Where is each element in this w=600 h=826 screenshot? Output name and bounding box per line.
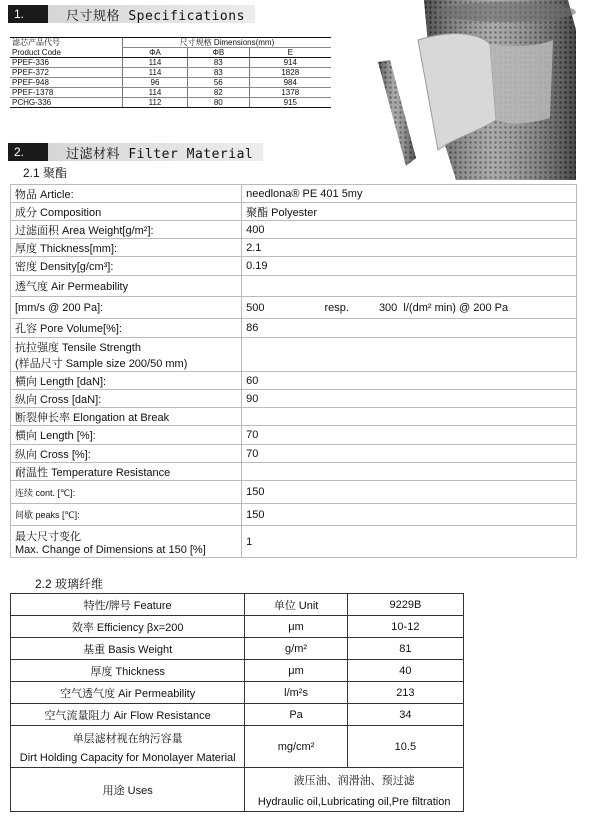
- unit-cell: mg/cm²: [245, 726, 347, 768]
- table-row: [11, 185, 577, 203]
- table-row: [10, 78, 331, 88]
- feature-cell: 效率 Efficiency βx=200: [11, 616, 245, 638]
- elongation-label: 断裂伸长率 Elongation at Break: [11, 408, 242, 426]
- code-header-en: Product Code: [10, 48, 122, 58]
- value-cell: 40: [347, 660, 463, 682]
- cell-a: 114: [122, 88, 187, 98]
- permeability-value: [242, 297, 577, 319]
- table-row: [11, 481, 577, 504]
- tensile-sample-size: (样品尺寸 Sample size 200/50 mm): [15, 357, 188, 370]
- value-cell: 81: [347, 638, 463, 660]
- article-label: 物品 Article:: [11, 185, 242, 203]
- table-row: [11, 319, 577, 338]
- brand-name: needlona: [246, 187, 292, 200]
- table-row: [11, 221, 577, 239]
- table-row: [10, 88, 331, 98]
- cell-a: 112: [122, 98, 187, 108]
- unit-cell: g/m²: [245, 638, 347, 660]
- table-row: [11, 682, 464, 704]
- product-code: PPEF-372: [10, 68, 122, 78]
- article-model: ® PE 401 5my: [291, 187, 363, 200]
- temperature-label: 耐温性 Temperature Resistance: [11, 463, 242, 481]
- dimension-change-en: Max. Change of Dimensions at 150 [%]: [15, 543, 206, 556]
- table-row: [10, 68, 331, 78]
- resp-label: resp.: [324, 301, 349, 314]
- cell-a: 114: [122, 68, 187, 78]
- section-1-header: [8, 5, 255, 23]
- table-row: [11, 726, 464, 768]
- section-number: 1.: [8, 5, 48, 23]
- section-2-header: [8, 143, 263, 161]
- subsection-2-1-title: 2.1 聚酯: [23, 166, 68, 180]
- thickness-value: 2.1: [242, 239, 577, 257]
- code-header-cn: 滤芯产品代号: [10, 38, 122, 48]
- value-cell: 213: [347, 682, 463, 704]
- table-row: [11, 276, 577, 297]
- grade-header: 9229B: [347, 594, 463, 616]
- dirt-holding-cn: 单层滤材视在纳污容量: [72, 732, 183, 745]
- composition-label: 成分 Composition: [11, 203, 242, 221]
- col-b: ΦB: [188, 48, 249, 58]
- table-row: [11, 638, 464, 660]
- cell-a: 96: [122, 78, 187, 88]
- tensile-strength-label: [11, 338, 242, 372]
- section-number: 2.: [8, 143, 48, 161]
- table-row: [11, 338, 577, 372]
- table-row: [11, 526, 577, 558]
- cell-e: 1828: [249, 68, 331, 78]
- dimension-change-cn: 最大尺寸变化: [15, 530, 81, 543]
- uses-en: Hydraulic oil,Lubricating oil,Pre filtration: [257, 795, 451, 808]
- table-row: [11, 660, 464, 682]
- subsection-2-2-title: 2.2 玻璃纤维: [35, 577, 104, 591]
- value-cell: 10-12: [347, 616, 463, 638]
- table-row: [11, 372, 577, 390]
- value-cell: 34: [347, 704, 463, 726]
- pore-volume-value: 86: [242, 319, 577, 338]
- cell-b: 83: [188, 58, 249, 68]
- table-row: [11, 257, 577, 276]
- col-a: ΦA: [122, 48, 187, 58]
- product-code: PPEF-336: [10, 58, 122, 68]
- section-title: 过滤材料 Filter Material: [48, 143, 263, 161]
- continuous-label: 连续 cont. [℃]:: [11, 481, 242, 504]
- unit-cell: μm: [245, 660, 347, 682]
- feature-cell: 基重 Basis Weight: [11, 638, 245, 660]
- length-dan-label: 横向 Length [daN]:: [11, 372, 242, 390]
- dimension-change-value: 1: [242, 526, 577, 558]
- unit-header: 单位 Unit: [245, 594, 347, 616]
- cell-e: 984: [249, 78, 331, 88]
- specifications-table: [10, 37, 331, 108]
- product-code: PCHG-336: [10, 98, 122, 108]
- feature-cell: 空气透气度 Air Permeability: [11, 682, 245, 704]
- cell-e: 915: [249, 98, 331, 108]
- dimensions-header: 尺寸规格 Dimensions(mm): [122, 38, 331, 48]
- cross-pct-label: 纵向 Cross [%]:: [11, 445, 242, 463]
- table-row: [11, 463, 577, 481]
- table-row: [11, 616, 464, 638]
- product-code: PPEF-1378: [10, 88, 122, 98]
- area-weight-label: 过滤面积 Area Weight[g/m²]:: [11, 221, 242, 239]
- cross-dan-value: 90: [242, 390, 577, 408]
- cell-b: 80: [188, 98, 249, 108]
- cell-a: 114: [122, 58, 187, 68]
- density-value: 0.19: [242, 257, 577, 276]
- pore-volume-label: 孔容 Pore Volume[%]:: [11, 319, 242, 338]
- table-row: [11, 297, 577, 319]
- area-weight-value: 400: [242, 221, 577, 239]
- section-title: 尺寸规格 Specifications: [48, 5, 255, 23]
- permeability-mm-value: 500: [246, 301, 265, 314]
- col-e: E: [249, 48, 331, 58]
- permeability-unit-label: [mm/s @ 200 Pa]:: [11, 297, 242, 319]
- uses-value: [245, 768, 464, 812]
- fiberglass-table: [10, 593, 464, 812]
- thickness-label: 厚度 Thickness[mm]:: [11, 239, 242, 257]
- table-row: [11, 203, 577, 221]
- tensile-title: 抗拉强度 Tensile Strength: [15, 341, 141, 354]
- cross-pct-value: 70: [242, 445, 577, 463]
- cell-e: 1378: [249, 88, 331, 98]
- value-cell: 10.5: [347, 726, 463, 768]
- table-row: [11, 768, 464, 812]
- cross-dan-label: 纵向 Cross [daN]:: [11, 390, 242, 408]
- cell-b: 82: [188, 88, 249, 98]
- permeability-l-unit: l/(dm² min) @ 200 Pa: [403, 301, 509, 314]
- uses-cn: 液压油、润滑油、预过滤: [293, 774, 415, 787]
- length-dan-value: 60: [242, 372, 577, 390]
- cell-e: 914: [249, 58, 331, 68]
- table-row: [11, 426, 577, 445]
- air-permeability-label: 透气度 Air Permeability: [11, 276, 242, 297]
- feature-cell: 空气流量阻力 Air Flow Resistance: [11, 704, 245, 726]
- table-row: [10, 98, 331, 108]
- table-row: [11, 408, 577, 426]
- filter-element-photo: [378, 0, 576, 180]
- polyester-material-table: [10, 184, 577, 558]
- feature-cell: 厚度 Thickness: [11, 660, 245, 682]
- peaks-label: 间歇 peaks [℃]:: [11, 504, 242, 526]
- table-row: [11, 239, 577, 257]
- cell-b: 83: [188, 68, 249, 78]
- length-pct-value: 70: [242, 426, 577, 445]
- dirt-holding-en: Dirt Holding Capacity for Monolayer Material: [19, 751, 236, 764]
- cell-b: 56: [188, 78, 249, 88]
- permeability-l-value: 300: [378, 301, 398, 314]
- article-value: [242, 185, 577, 203]
- table-row: [10, 58, 331, 68]
- density-label: 密度 Density[g/cm³]:: [11, 257, 242, 276]
- table-row: [11, 704, 464, 726]
- length-pct-label: 横向 Length [%]:: [11, 426, 242, 445]
- feature-header: 特性/牌号 Feature: [11, 594, 245, 616]
- table-header-row: [11, 594, 464, 616]
- continuous-value: 150: [242, 481, 577, 504]
- unit-cell: Pa: [245, 704, 347, 726]
- unit-cell: l/m²s: [245, 682, 347, 704]
- composition-value: 聚酯 Polyester: [242, 203, 577, 221]
- table-row: [11, 504, 577, 526]
- dirt-holding-label: [11, 726, 245, 768]
- uses-label: 用途 Uses: [11, 768, 245, 812]
- table-row: [11, 390, 577, 408]
- dimension-change-label: [11, 526, 242, 558]
- unit-cell: μm: [245, 616, 347, 638]
- table-row: [11, 445, 577, 463]
- product-code: PPEF-948: [10, 78, 122, 88]
- peaks-value: 150: [242, 504, 577, 526]
